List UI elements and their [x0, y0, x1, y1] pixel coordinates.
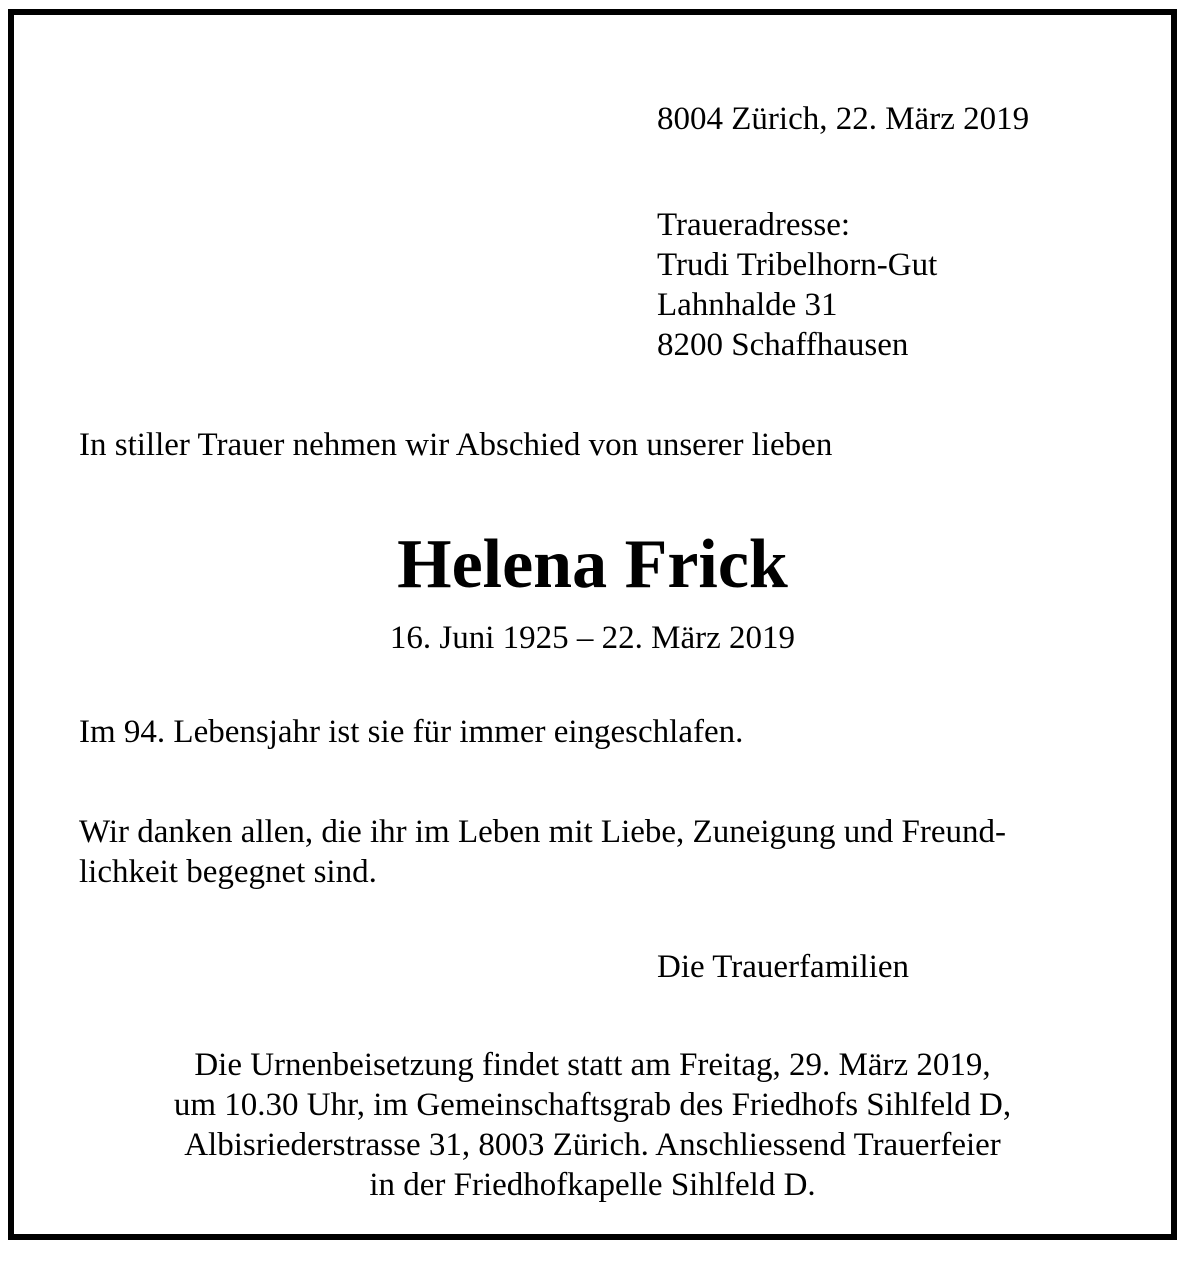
address-street: Lahnhalde 31 [657, 287, 838, 323]
thanks-line: Wir danken allen, die ihr im Leben mit Liebe, Zuneigung und Freund- [79, 814, 1006, 850]
ceremony-line: Die Urnenbeisetzung findet statt am Freitag, 29. März 2019, [194, 1047, 991, 1083]
ceremony-line: in der Friedhofkapelle Sihlfeld D. [369, 1167, 816, 1203]
address-name: Trudi Tribelhorn-Gut [657, 247, 938, 283]
ceremony-line: Albisriederstrasse 31, 8003 Zürich. Anschliessend Trauerfeier [184, 1127, 1001, 1163]
obituary-notice [8, 9, 1177, 1240]
signature: Die Trauerfamilien [657, 949, 910, 985]
life-dates: 16. Juni 1925 – 22. März 2019 [389, 620, 796, 656]
ceremony-line: um 10.30 Uhr, im Gemeinschaftsgrab des Friedhofs Sihlfeld D, [173, 1087, 1012, 1123]
address-heading: Traueradresse: [657, 207, 851, 243]
age-line: Im 94. Lebensjahr ist sie für immer eingeschlafen. [79, 714, 744, 750]
deceased-name: Helena Frick [397, 526, 788, 603]
thanks-line: lichkeit begegnet sind. [79, 854, 377, 890]
place-date: 8004 Zürich, 22. März 2019 [657, 101, 1030, 137]
address-city: 8200 Schaffhausen [657, 327, 909, 363]
intro-text: In stiller Trauer nehmen wir Abschied von unserer lieben [79, 427, 833, 463]
